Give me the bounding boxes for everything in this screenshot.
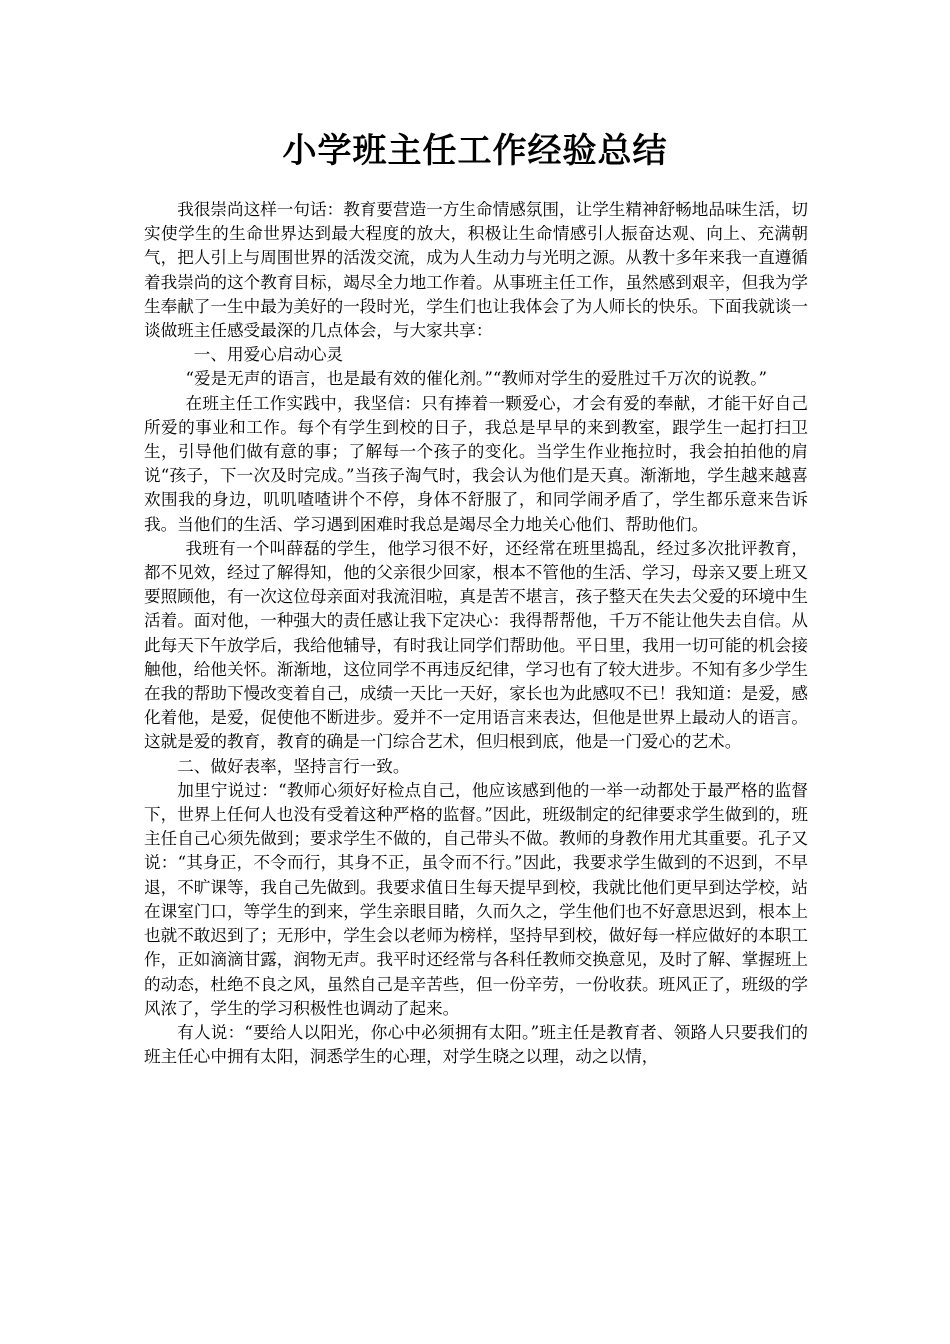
document-body bbox=[144, 198, 808, 1069]
body-paragraph: 在班主任工作实践中，我坚信：只有捧着一颗爱心，才会有爱的奉献，才能干好自己所爱的事业和工作。每个有学生到校的日子，我总是早早的来到教室，跟学生一起打扫卫生，引导他们做有意的事；了解每一个孩子的变化。当学生作业拖拉时，我会拍拍他的肩说“孩子，下一次及时完成。”当孩子淘气时，我会认为他们是天真。渐渐地，学生越来越喜欢围我的身边，叽叽喳喳讲个不停，身体不舒服了，和同学闹矛盾了，学生都乐意来告诉我。当他们的生活、学习遇到困难时我总是竭尽全力地关心他们、帮助他们。 bbox=[144, 393, 808, 534]
section-heading-1: 一、用爱心启动心灵 bbox=[193, 345, 344, 365]
intro-paragraph: 我很崇尚这样一句话：教育要营造一方生命情感氛围，让学生精神舒畅地品味生活，切实使学生的生命世界达到最大程度的放大，积极让生命情感引人振奋达观、向上、充满朝气，把人引上与周围世界的活泼交流，成为人生动力与光明之源。从教十多年来我一直遵循着我崇尚的这个教育目标，竭尽全力地工作着。从事班主任工作，虽然感到艰辛，但我为学生奉献了一生中最为美好的一段时光，学生们也让我体会了为人师长的快乐。下面我就谈一谈做班主任感受最深的几点体会，与大家共享： bbox=[144, 200, 808, 341]
quote-paragraph: “爱是无声的语言，也是最有效的催化剂。”“教师对学生的爱胜过千万次的说教。” bbox=[185, 369, 768, 389]
body-paragraph: 加里宁说过：“教师心须好好检点自己，他应该感到他的一举一动都处于最严格的监督下，世界上任何人也没有受着这种严格的监督。”因此，班级制定的纪律要求学生做到的，班主任自己心须先做到；要求学生不做的，自己带头不做。教师的身教作用尤其重要。孔子又说：“其身正，不令而行，其身不正，虽令而不行。”因此，我要求学生做到的不迟到，不早退，不旷课等，我自己先做到。我要求值日生每天提早到校，我就比他们更早到达学校，站在课室门口，等学生的到来，学生亲眼目睹，久而久之，学生他们也不好意思迟到，根本上也就不敢迟到了；无形中，学生会以老师为榜样，坚持早到校，做好每一样应做好的本职工作，正如滴滴甘露，润物无声。我平时还经常与各科任教师交换意见，及时了解、掌握班上的动态，杜绝不良之风，虽然自己是辛苦些，但一份辛劳，一份收获。班风正了，班级的学风浓了，学生的学习积极性也调动了起来。 bbox=[144, 780, 808, 1018]
body-paragraph: 我班有一个叫薛磊的学生，他学习很不好，还经常在班里捣乱，经过多次批评教育，都不见效，经过了解得知，他的父亲很少回家，根本不管他的生活、学习，母亲又要上班又要照顾他，有一次这位母亲面对我流泪啦，真是苦不堪言，孩子整天在失去父爱的环境中生活着。面对他，一种强大的责任感让我下定决心：我得帮帮他，千万不能让他失去自信。从此每天下午放学后，我给他辅导，有时我让同学们帮助他。平日里，我用一切可能的机会接触他，给他关怀。渐渐地，这位同学不再违反纪律，学习也有了较大进步。不知有多少学生在我的帮助下慢改变着自己，成绩一天比一天好，家长也为此感叹不已！我知道：是爱，感化着他，是爱，促使他不断进步。爱并不一定用语言来表达，但他是世界上最动人的语言。这就是爱的教育，教育的确是一门综合艺术，但归根到底，他是一门爱心的艺术。 bbox=[144, 538, 808, 752]
document-title: 小学班主任工作经验总结 bbox=[282, 131, 668, 171]
section-heading-2: 二、做好表率，坚持言行一致。 bbox=[177, 756, 410, 776]
body-paragraph: 有人说：“要给人以阳光，你心中必须拥有太阳。”班主任是教育者、领路人只要我们的班主任心中拥有太阳，洞悉学生的心理，对学生晓之以理，动之以情， bbox=[144, 1022, 808, 1067]
